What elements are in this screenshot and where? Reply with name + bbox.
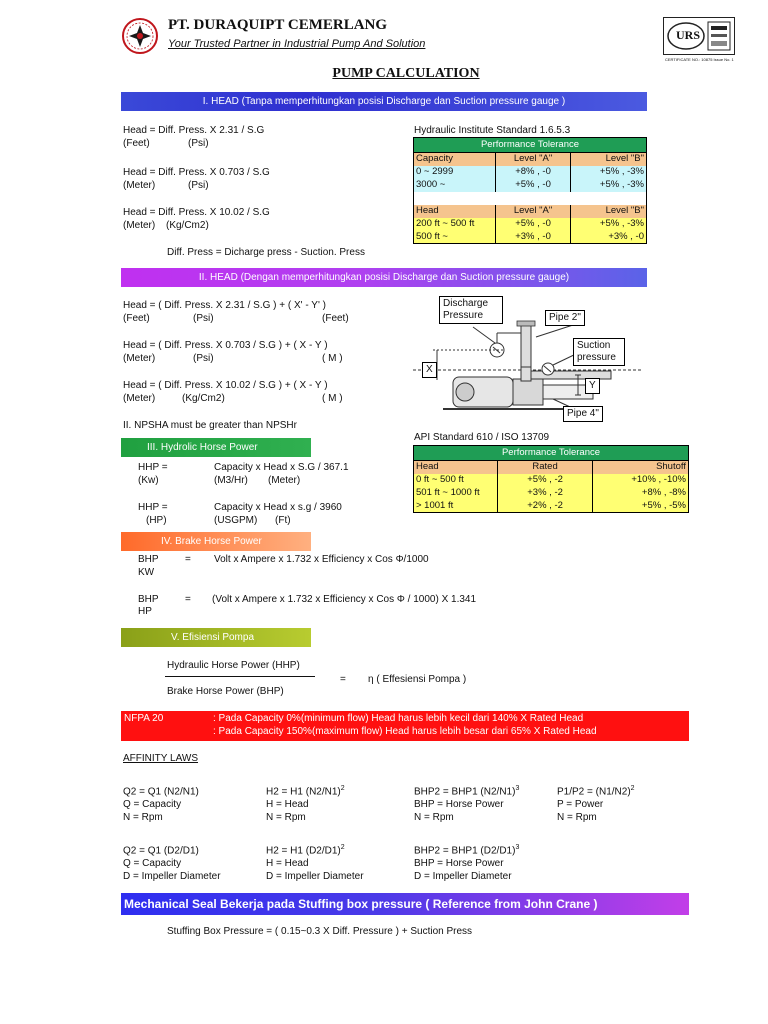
formula-head-meter-kgcm2: Head = Diff. Press. X 10.02 / S.G [123, 207, 270, 218]
table-row: Head Level "A" Level "B" [414, 205, 647, 218]
unit-label: (Kg/Cm2) [182, 393, 225, 404]
unit-label: (Meter) [123, 393, 156, 404]
table-row: > 1001 ft +2% , -2 +5% , -5% [414, 500, 689, 513]
pump-diagram [413, 295, 653, 425]
section-pump-efficiency-bar: V. Efisiensi Pompa [121, 628, 311, 647]
unit-label: (M3/Hr) [214, 475, 248, 486]
affinity-col: H2 = H1 $(N2/N1)^2$ H = Head N = Rpm [266, 785, 345, 824]
npsh-note: II. NPSHA must be greater than NPSHr [123, 420, 297, 431]
x-label: X [422, 362, 437, 378]
page-title: PUMP CALCULATION [332, 66, 480, 81]
unit-label: ( M ) [322, 393, 343, 404]
unit-label: HP [138, 606, 152, 617]
table-title: Performance Tolerance [414, 446, 689, 461]
company-logo [121, 17, 159, 55]
efficiency-numerator: Hydraulic Horse Power (HHP) [167, 660, 300, 671]
bhp-hp-label: BHP [138, 594, 159, 605]
unit-label: (Kg/Cm2) [166, 220, 209, 231]
unit-label: (Psi) [193, 313, 214, 324]
affinity-col: $P1/P2 = (N1/N2)^2$ P = Power N = Rpm [557, 785, 635, 824]
formula-head-feet-elevation: Head = ( Diff. Press. X 2.31 / S.G ) + ( X' - Y' ) [123, 300, 326, 311]
unit-label: (Meter) [123, 220, 156, 231]
equals-sign: = [185, 554, 191, 565]
affinity-col: H2 = H1 $(D2/D1)^2$ H = Head D = Impeller Diameter [266, 844, 364, 883]
suction-pressure-label: Suction pressure [573, 338, 625, 366]
unit-label: (HP) [146, 515, 167, 526]
section-head-with-gauge-bar: II. HEAD (Dengan memperhitungkan posisi Discharge dan Suction pressure gauge) [121, 268, 647, 287]
hhp-formula-kw-expr: Capacity x Head x S.G / 367.1 [214, 462, 349, 473]
certification-logo: URS [663, 17, 735, 55]
section-brake-horse-power-bar: IV. Brake Horse Power [121, 532, 311, 551]
unit-label: (Psi) [188, 180, 209, 191]
affinity-col: BHP2 = BHP1 $(D2/D1)^3$ BHP = Horse Power D = Impeller Diameter [414, 844, 520, 883]
unit-label: (USGPM) [214, 515, 258, 526]
bhp-kw-formula: Volt x Ampere x 1.732 x Efficiency x Cos Φ/1000 [214, 554, 429, 565]
unit-label: (Meter) [123, 180, 156, 191]
unit-label: (Meter) [123, 353, 156, 364]
unit-label: KW [138, 567, 155, 578]
section-head-without-gauge-bar: I. HEAD (Tanpa memperhitungkan posisi Discharge dan Suction pressure gauge ) [121, 92, 647, 111]
unit-label: (Feet) [123, 138, 150, 149]
discharge-pressure-label: Discharge Pressure [439, 296, 503, 324]
hhp-formula-hp-expr: Capacity x Head x s.g / 3960 [214, 502, 342, 513]
y-label: Y [585, 378, 600, 394]
unit-label: ( M ) [322, 353, 343, 364]
formula-head-feet: Head = Diff. Press. X 2.31 / S.G [123, 125, 265, 136]
hhp-formula-hp: HHP = [138, 502, 168, 513]
hhp-formula-kw: HHP = [138, 462, 168, 473]
bhp-hp-formula: (Volt x Ampere x 1.732 x Efficiency x Cos Φ / 1000) X 1.341 [212, 594, 477, 605]
fraction-line [165, 676, 315, 677]
unit-label: (Meter) [268, 475, 301, 486]
table-row: Capacity Level "A" Level "B" [414, 153, 647, 166]
certificate-number: CERTIFICATE NO.: 10875 Issue No. 1 [665, 57, 734, 62]
mechanical-seal-bar: Mechanical Seal Bekerja pada Stuffing box pressure ( Reference from John Crane ) [121, 893, 689, 915]
formula-head-meter-psi: Head = Diff. Press. X 0.703 / S.G [123, 167, 270, 178]
company-name: PT. DURAQUIPT CEMERLANG [168, 17, 388, 33]
pipe-4-label: Pipe 4" [563, 406, 603, 422]
nfpa-line-2: : Pada Capacity 150%(maximum flow) Head harus lebih besar dari 65% X Rated Head [213, 726, 597, 737]
unit-label: (Ft) [275, 515, 291, 526]
section-hydraulic-horse-power-bar: III. Hydrolic Horse Power [121, 438, 311, 457]
unit-label: (Kw) [138, 475, 159, 486]
unit-label: (Feet) [123, 313, 150, 324]
table-title: Performance Tolerance [414, 138, 647, 153]
table-row: 3000 ~ +5% , -0 +5% , -3% [414, 179, 647, 192]
formula-head-kgcm2-elevation: Head = ( Diff. Press. X 10.02 / S.G ) + ( X - Y ) [123, 380, 328, 391]
hi-tolerance-table [413, 137, 647, 244]
nfpa-label: NFPA 20 [124, 713, 164, 724]
table-row: 200 ft ~ 500 ft +5% , -0 +5% , -3% [414, 218, 647, 231]
api-tolerance-table [413, 445, 689, 513]
table-row: Head Rated Shutoff [414, 461, 689, 474]
affinity-col: Q2 = Q1 (D2/D1) Q = Capacity D = Impeller Diameter [123, 845, 221, 883]
unit-label: (Psi) [193, 353, 214, 364]
unit-label: (Psi) [188, 138, 209, 149]
table-row: 0 ~ 2999 +8% , -0 +5% , -3% [414, 166, 647, 179]
api-standard-label: API Standard 610 / ISO 13709 [414, 432, 550, 443]
stuffing-box-formula: Stuffing Box Pressure = ( 0.15~0.3 X Diff. Pressure ) + Suction Press [167, 926, 473, 937]
nfpa-20-bar [121, 711, 689, 741]
equals-sign: = [185, 594, 191, 605]
efficiency-result: η ( Effesiensi Pompa ) [368, 674, 467, 685]
formula-head-meter-elevation: Head = ( Diff. Press. X 0.703 / S.G ) + ( X - Y ) [123, 340, 328, 351]
table-row: 501 ft ~ 1000 ft +3% , -2 +8% , -8% [414, 487, 689, 500]
affinity-col: BHP2 = BHP1 $(N2/N1)^3$ BHP = Horse Power N = Rpm [414, 785, 520, 824]
table-row: 0 ft ~ 500 ft +5% , -2 +10% , -10% [414, 474, 689, 487]
hi-standard-label: Hydraulic Institute Standard 1.6.5.3 [414, 125, 571, 136]
table-row: 500 ft ~ +3% , -0 +3% , -0 [414, 231, 647, 244]
efficiency-denominator: Brake Horse Power (BHP) [167, 686, 284, 697]
company-tagline: Your Trusted Partner in Industrial Pump And Solution [168, 38, 426, 50]
nfpa-line-1: : Pada Capacity 0%(minimum flow) Head harus lebih kecil dari 140% X Rated Head [213, 713, 584, 724]
bhp-kw-label: BHP [138, 554, 159, 565]
diff-press-note: Diff. Press = Dicharge press - Suction. Press [167, 247, 365, 258]
pipe-2-label: Pipe 2" [545, 310, 585, 326]
equals-sign: = [340, 674, 346, 685]
affinity-col: Q2 = Q1 (N2/N1) Q = Capacity N = Rpm [123, 786, 199, 824]
unit-label: (Feet) [322, 313, 349, 324]
affinity-laws-title: AFFINITY LAWS [123, 753, 199, 764]
